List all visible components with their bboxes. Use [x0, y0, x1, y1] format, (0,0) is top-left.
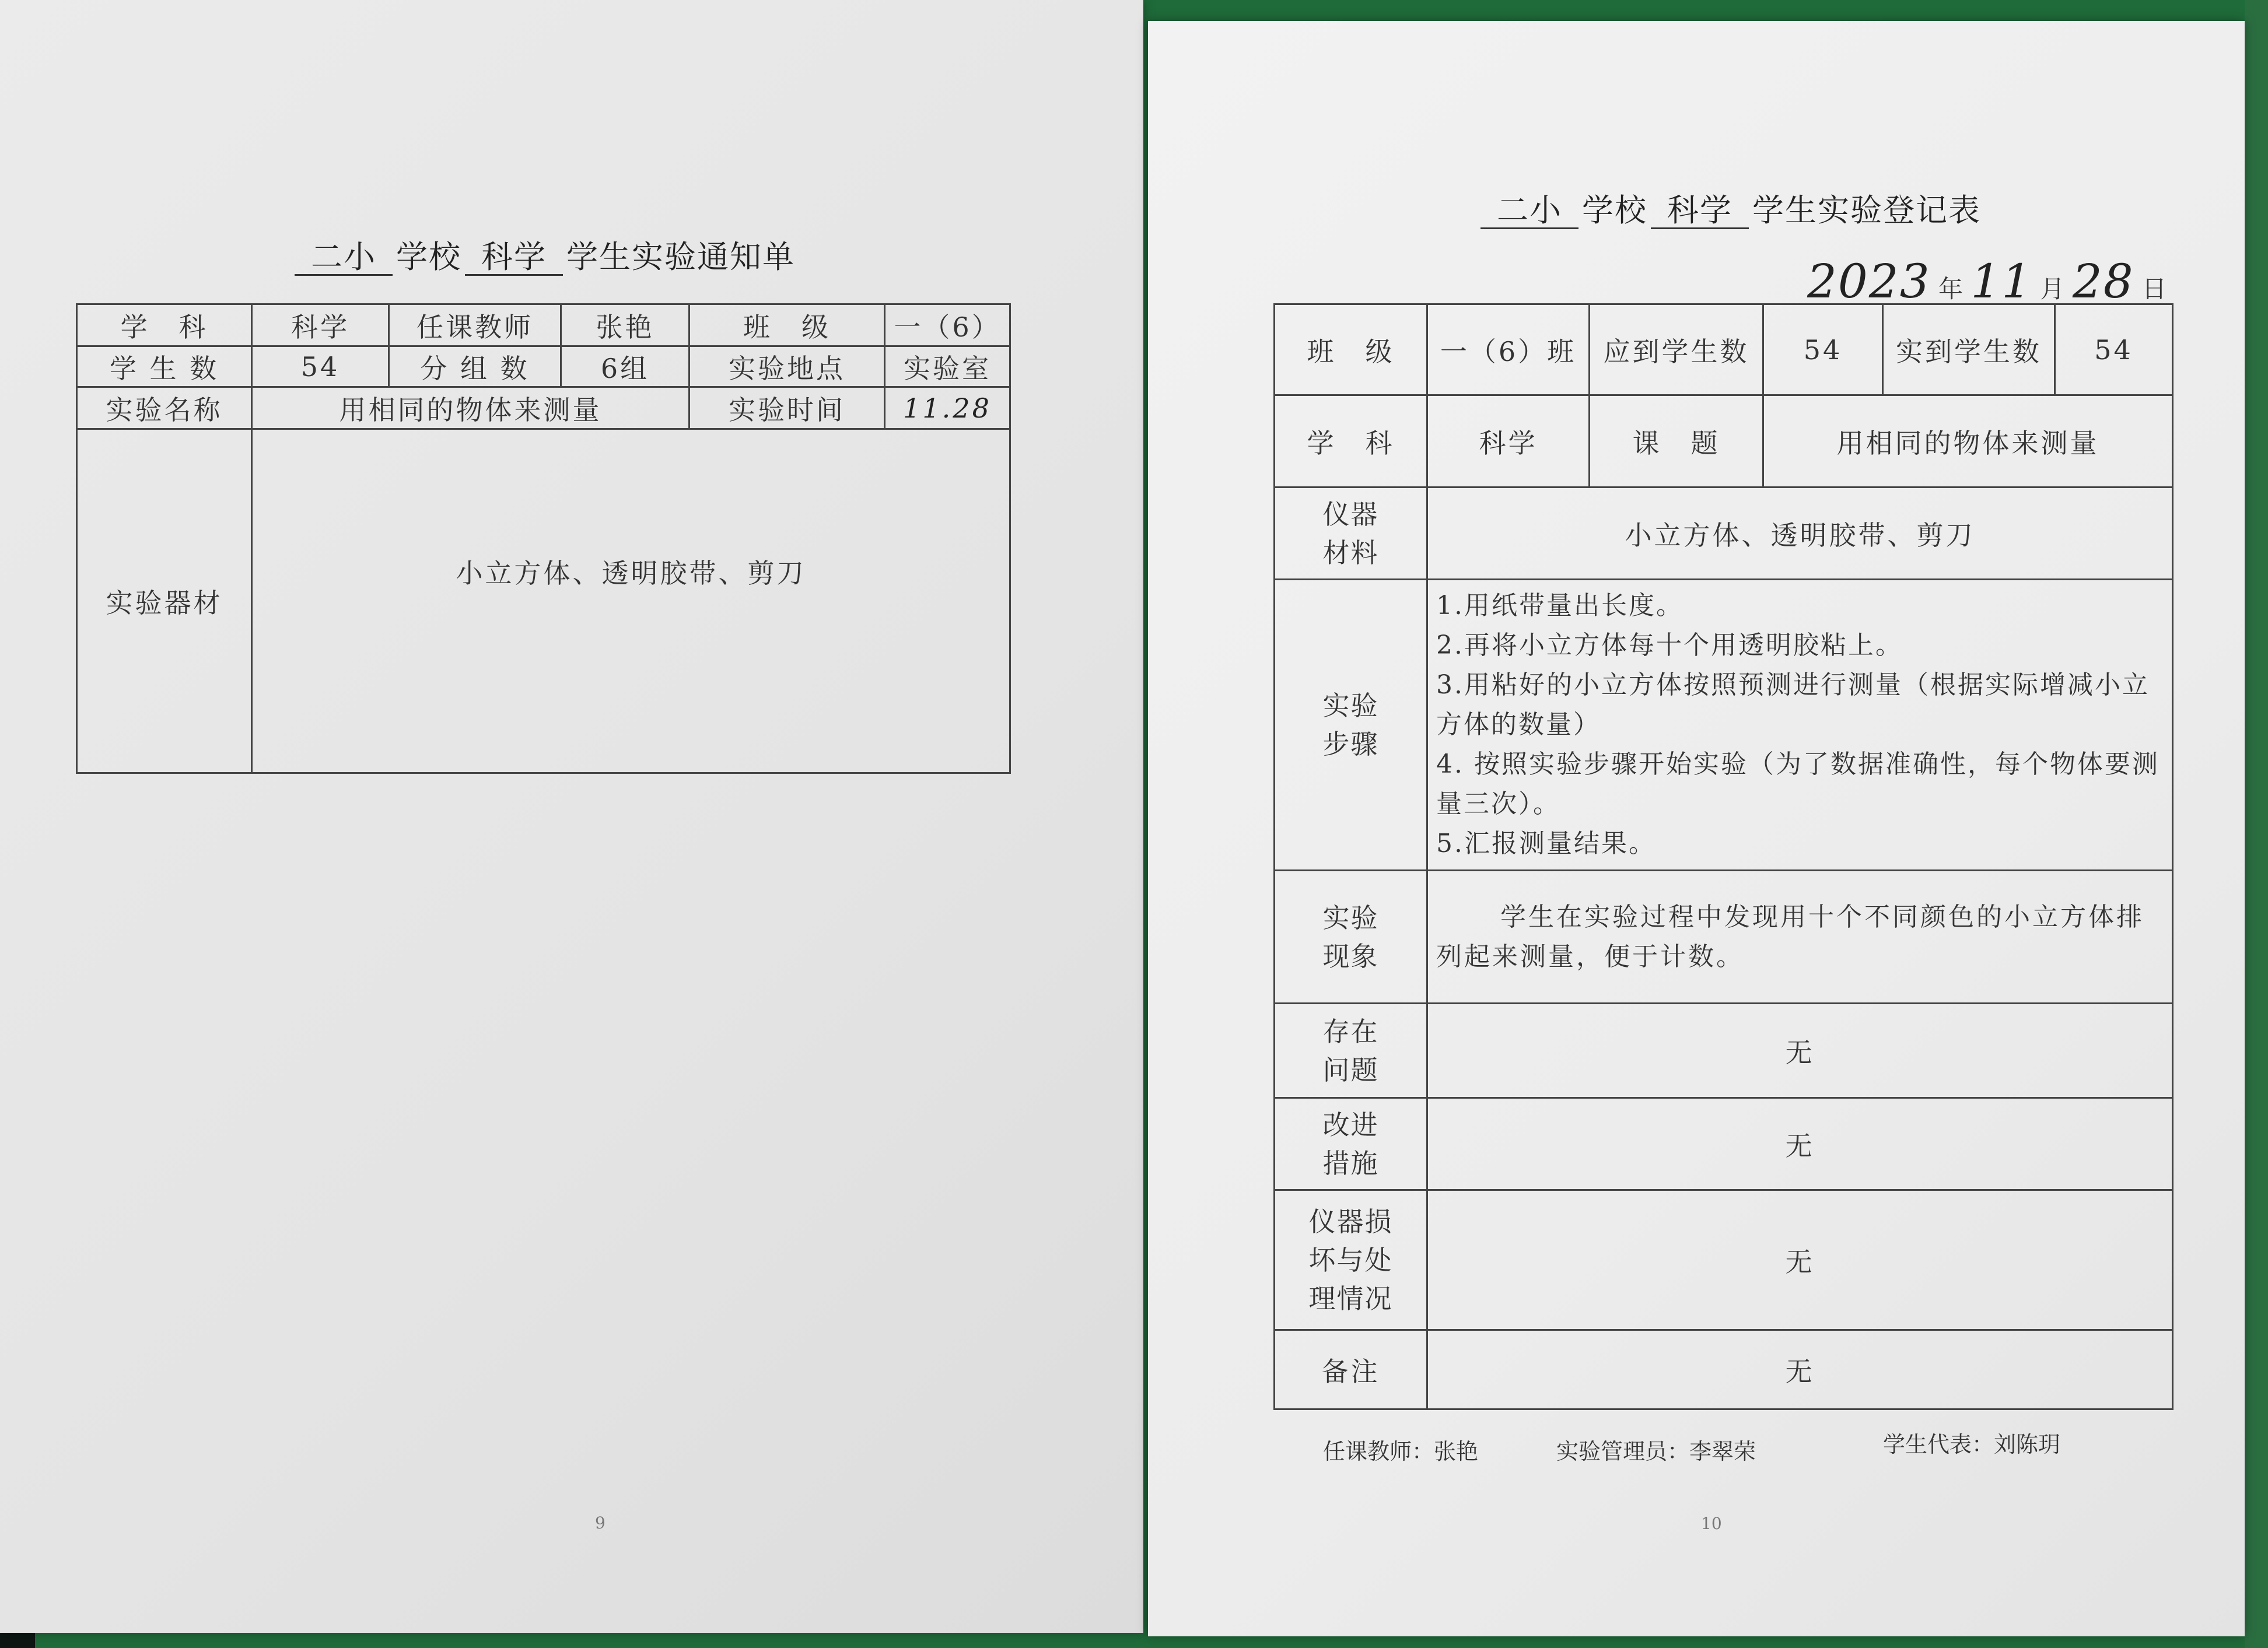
improve-label-line-1: 改进	[1322, 1109, 1379, 1141]
equipment-label: 实验器材	[77, 429, 252, 773]
step-item: 3.用粘好的小立方体按照预测进行测量（根据实际增减小立方体的数量）	[1436, 670, 2150, 739]
page-number-right: 10	[1701, 1514, 1722, 1533]
experiment-time-value: 11.28	[885, 387, 1010, 429]
date-year-label: 年	[1938, 275, 1963, 303]
step-item: 4. 按照实验步骤开始实验（为了数据准确性，每个物体要测量三次）。	[1436, 749, 2160, 819]
signature-student-rep: 学生代表：刘陈玥	[1883, 1432, 2061, 1457]
title-school: 二小	[295, 240, 393, 276]
register-table	[1273, 303, 2174, 1410]
step-item: 2.再将小立方体每十个用透明胶粘上。	[1436, 630, 1903, 660]
topic-value: 用相同的物体来测量	[1763, 395, 2173, 488]
steps-label-line-2: 步骤	[1322, 728, 1379, 760]
phenomenon-label	[1275, 871, 1427, 1004]
step-item: 5.汇报测量结果。	[1436, 829, 1656, 858]
title-school-suffix: 学校	[1582, 192, 1647, 229]
damage-label-line-3: 理情况	[1308, 1282, 1393, 1314]
damage-value: 无	[1427, 1190, 2173, 1330]
improve-label-line-2: 措施	[1322, 1147, 1379, 1179]
problems-value: 无	[1427, 1004, 2173, 1098]
materials-value: 小立方体、透明胶带、剪刀	[1427, 488, 2173, 580]
title-subject: 科学	[1651, 193, 1749, 229]
groups-label: 分 组 数	[389, 346, 561, 387]
materials-label-line-1: 仪器	[1322, 498, 1379, 530]
register-title	[1480, 185, 1985, 230]
experiment-name-value: 用相同的物体来测量	[252, 387, 690, 429]
problems-label	[1275, 1004, 1427, 1098]
signature-teacher: 任课教师：张艳	[1323, 1439, 1479, 1464]
materials-label-line-2: 材料	[1322, 537, 1379, 569]
background-right	[2245, 0, 2268, 1648]
phenomenon-label-line-2: 现象	[1322, 940, 1379, 972]
steps-label-line-1: 实验	[1322, 690, 1379, 721]
materials-label	[1275, 488, 1427, 580]
phenomenon-text: 学生在实验过程中发现用十个不同颜色的小立方体排列起来测量，便于计数。	[1436, 902, 2144, 972]
date-month-label: 月	[2040, 275, 2065, 303]
notice-table	[76, 303, 1011, 774]
phenomenon-value	[1427, 871, 2173, 1004]
subject-value: 科学	[1427, 395, 1590, 488]
remarks-label: 备注	[1275, 1330, 1427, 1409]
teacher-label: 任课教师	[389, 304, 561, 346]
remarks-value: 无	[1427, 1330, 2173, 1409]
subject-label: 学 科	[77, 304, 252, 346]
actual-students-label: 实到学生数	[1883, 304, 2055, 395]
signature-manager: 实验管理员：李翠荣	[1556, 1439, 1756, 1464]
date-month: 11	[1971, 254, 2033, 308]
students-label: 学 生 数	[77, 346, 252, 387]
notice-title	[295, 232, 799, 277]
class-value: 一（6）	[885, 304, 1010, 346]
phenomenon-label-line-1: 实验	[1322, 902, 1379, 934]
title-rest: 学生实验登记表	[1752, 192, 1981, 229]
damage-label-line-2: 坏与处	[1308, 1244, 1393, 1276]
students-value: 54	[252, 346, 389, 387]
page-number-left: 9	[595, 1513, 606, 1533]
damage-label	[1275, 1190, 1427, 1330]
date-day-label: 日	[2142, 275, 2167, 303]
steps-label	[1275, 580, 1427, 871]
improve-value: 无	[1427, 1098, 2173, 1190]
problems-label-line-2: 问题	[1322, 1054, 1379, 1086]
teacher-value: 张艳	[561, 304, 690, 346]
steps-value	[1427, 580, 2173, 871]
subject-label: 学 科	[1275, 395, 1427, 488]
notice-sheet-page	[0, 0, 1143, 1633]
experiment-name-label: 实验名称	[77, 387, 252, 429]
topic-label: 课 题	[1590, 395, 1763, 488]
problems-label-line-1: 存在	[1322, 1015, 1379, 1047]
place-label: 实验地点	[690, 346, 885, 387]
equipment-value: 小立方体、透明胶带、剪刀	[252, 429, 1010, 773]
register-sheet-page	[1148, 21, 2245, 1636]
place-value: 实验室	[885, 346, 1010, 387]
damage-label-line-1: 仪器损	[1308, 1205, 1393, 1237]
title-school: 二小	[1480, 193, 1578, 229]
date-year: 2023	[1807, 254, 1931, 308]
expected-students-value: 54	[1763, 304, 1883, 395]
date-line	[1807, 254, 2166, 308]
actual-students-value: 54	[2055, 304, 2173, 395]
title-school-suffix: 学校	[396, 239, 461, 275]
groups-value: 6组	[561, 346, 690, 387]
step-item: 1.用纸带量出长度。	[1436, 591, 1684, 620]
date-day: 28	[2072, 254, 2134, 308]
expected-students-label: 应到学生数	[1590, 304, 1763, 395]
class-label: 班 级	[1275, 304, 1427, 395]
subject-value: 科学	[252, 304, 389, 346]
title-subject: 科学	[465, 240, 563, 276]
improve-label	[1275, 1098, 1427, 1190]
class-label: 班 级	[690, 304, 885, 346]
title-rest: 学生实验通知单	[566, 239, 795, 275]
class-value: 一（6）班	[1427, 304, 1590, 395]
experiment-time-label: 实验时间	[690, 387, 885, 429]
